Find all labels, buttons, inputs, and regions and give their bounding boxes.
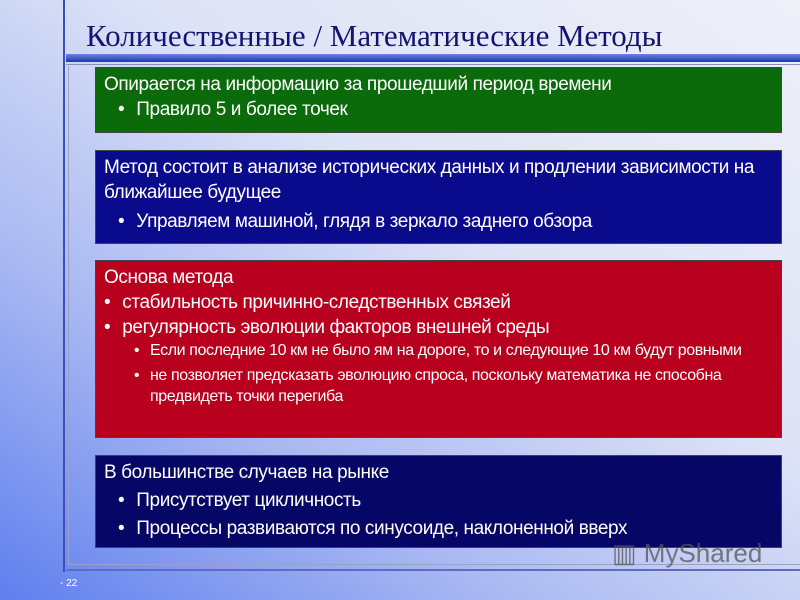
bullet: • Управляем машиной, глядя в зеркало заднего обзора	[104, 209, 773, 234]
box-heading: В большинстве случаев на рынке	[104, 462, 389, 483]
bullet: • Правило 5 и более точек	[104, 97, 773, 122]
box-heading: Метод состоит в анализе исторических данных и продлении зависимости на ближайшее будущее	[104, 157, 755, 203]
box-past-information	[95, 67, 782, 133]
bullet: • стабильность причинно-следственных связей	[104, 290, 773, 315]
bullet: • Присутствует цикличность	[104, 488, 773, 513]
page-number: - 22	[60, 578, 78, 589]
title-underline-bar	[66, 54, 800, 62]
sub-bullet: • не позволяет предсказать эволюцию спроса, поскольку математика не способна предвидеть точки перегиба	[104, 365, 773, 407]
box-basis	[95, 260, 782, 438]
watermark-text: MyShared	[643, 538, 763, 568]
sub-bullet: • Если последние 10 км не было ям на дороге, то и следующие 10 км будут ровными	[104, 340, 773, 361]
box-heading: Основа метода	[104, 267, 234, 288]
slide-title: Количественные / Математические Методы	[86, 18, 663, 53]
box-market	[95, 455, 782, 548]
box-heading: Опирается на информацию за прошедший период времени	[104, 74, 612, 95]
left-rule	[63, 0, 65, 572]
chart-icon: ▥	[612, 538, 644, 568]
bullet: • Процессы развиваются по синусоиде, наклоненной вверх	[104, 516, 773, 541]
bullet: • регулярность эволюции факторов внешней среды	[104, 315, 773, 340]
myshared-watermark-logo	[612, 538, 762, 569]
box-method	[95, 150, 782, 244]
